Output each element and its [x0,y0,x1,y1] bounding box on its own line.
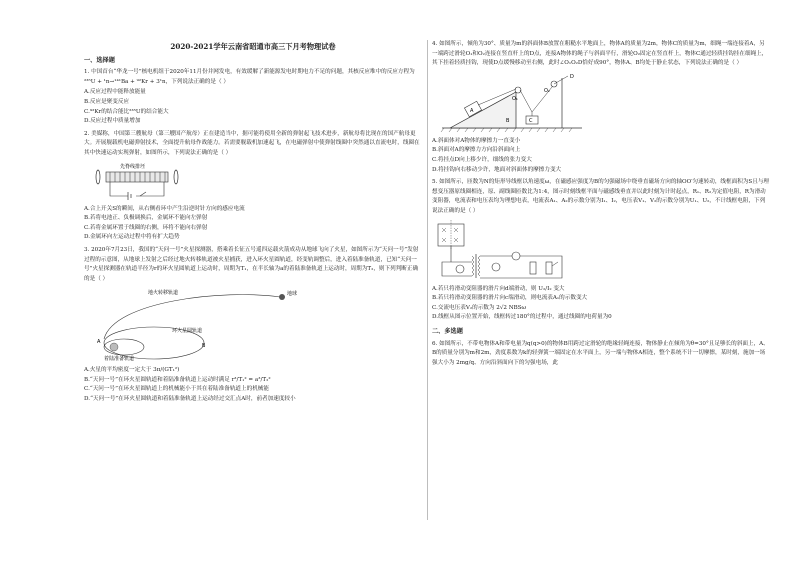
question-5-option-d: D.线框从图示位置开始，线框转过180°的过程中，通过线圈的电荷量为0 [432,314,612,321]
mars-marker [110,343,118,351]
question-2-option-d: D.金属环向左运动过程中将有扩大趋势 [84,234,180,241]
question-2-option-c: C.若将金属环置于线圈的右侧，环将不能向右弹射 [84,224,208,231]
question-3-option-c: C.“天问一号”在环火星圆轨道上的机械能小于其在着陆准备轨道上的机械能 [84,386,269,393]
question-5-option-c: C.交流电压表V₂的示数为 2√2 NBSω [432,304,527,311]
question-6-stem: 6. 如图所示，不带电物体A和带电量为q(q>0)的物体B用跨过定滑轮的绝缘轻绳连接，物体静止在倾角为θ=30°且足够长的斜面上，A、B的质量分别为m和2m，劲度系数为k的轻弹簧一端固定在水平面上，另一端与物体A相连，整个系统不计一切摩擦，某时刻，施加一场强大小为 2mg/q、方向沿斜面向下的匀强电场，此 [432,340,769,366]
question-1-stem: 1. 中国首台“华龙一号”核电机组于2020年11月份并网发电，有效缓解了新能源发电时期电力不足的问题，其核反应堆中的反应方程为²³⁵U + ¹n→¹⁴¹Ba + ⁹²Kr + 3¹n，下列说法正确的是（ ） [84,69,415,85]
question-4-option-d: D.将挂钩向右移动少许，地面对斜面体的摩擦力变大 [432,166,562,173]
earth-label: 地球 [287,291,298,298]
incline-diagram [432,72,592,134]
question-2-option-b: B.若将电池正、负极调换后，金属环不能向左弹射 [84,215,208,222]
transfer-orbit-label: 地火转移轨道 [148,290,179,297]
point-b-label: B [202,343,206,350]
incline-b-label: B [506,117,510,124]
question-3-option-d: D.“天问一号”在环火星圆轨道和着陆准备轨道上运动经过交汇点A时，前者加速度较小 [84,396,296,403]
point-d-label: D [570,73,574,80]
question-4-option-b: B.斜面对A的摩擦力方向沿斜面向上 [432,147,521,154]
column-divider [427,40,428,520]
section-heading-multi: 二、多选题 [432,327,463,335]
question-4-stem: 4. 如图所示，倾角为30°、质量为m的斜面体B放置在粗糙水平地面上，物体A的质量为2m，物体C的质量为m，细绳一端连接着A，另一端跨过滑轮O₁和O₂连接在竖直杆上的D点，连接A物体的绳子与斜面平行，滑轮O₂固定在竖直杆上，物体C通过轻质挂钩挂在细绳上，其下挂着轻质挂钩，现使D点缓慢移动至右侧，此时∠O₁O₂D恰好成90°，物体A、B均处于静止状态，下列说法正确的是（ ） [432,41,768,67]
landing-orbit-label: 着陆准备轨道 [104,356,135,363]
question-1-option-d: D.反应过程中质量增加 [84,118,141,125]
orbit-diagram [84,287,304,363]
question-2-option-a: A.合上开关S的瞬间，从右侧看环中产生沿逆时针方向的感应电流 [84,205,245,212]
transformer-figure [432,220,770,282]
question-4-option-c: C.将挂点D向上移少许，细线的张力变大 [432,156,532,163]
paper-title: 2020-2021学年云南省昭通市高三下月考物理试卷 [170,42,336,51]
mars-orbit-label: 环火星圆轨道 [172,328,203,335]
question-3-option-a: A.火星的平均密度一定大于 3π/(GT₁²) [84,367,180,374]
question-4-option-a: A.斜面体对A物体的摩擦力一直变小 [432,137,521,144]
solenoid-figure-label: 先脊线排坯 [120,163,146,170]
solenoid-figure [84,162,422,202]
question-2-stem: 2. 美媒称，中国第三艘航母（第三艘国产航母）正在建造当中，据可能将使用全新的弹射起飞技术进步，新航母将比现在的国产航母更大。开展舰载机电磁弹射技术，全面提升航母作战能力。若需要舰载机加速起飞，在电磁弹射中使弹射线圈中突然通以直流电时，线圈在其中快速运动实现弹射，如图所示，下列说法正确的是（ ） [84,130,420,156]
block-c-label: C [529,117,533,124]
point-a-label: A [97,339,101,346]
pulley-o1-label: O₁ [512,95,518,102]
question-3-stem: 3. 2020年7月23日，我国的“天问一号”火星探测器，搭乘着长征五号遥四运载火箭成功从地球飞向了火星，如图所示为“天问一号”发射过程的示意图，从地球上发射之后经过地火转移轨道被火星捕获，进入环火星圆轨道，经变轨调整后，进入着陆准备轨道，已知“天问一号”火星探测器在轨道半径为r的环火星圆轨道上运动时，周期为T₁，在半长轴为a的着陆准备轨道上运动时，周期为T₂，则下列判断正确的是（ ） [84,246,419,282]
block-a-label: A [470,107,474,114]
question-1-option-b: B.反应是聚变反应 [84,98,130,105]
transformer-diagram [432,220,582,282]
earth-marker [279,294,285,300]
orbit-figure [84,287,422,363]
question-5-option-a: A.若只将滑动变阻器的滑片向d端滑动，则 U₂/I₂ 变大 [432,285,565,292]
question-3-option-b: B.“天问一号”在环火星圆轨道和着陆准备轨道上运动时满足 r³/T₁² = a³/T₂² [84,376,271,383]
solenoid-diagram [84,162,204,202]
right-column [432,40,770,369]
incline-figure [432,72,770,134]
question-5-stem: 5. 如图所示，匝数为N的矩形导线框以角速度ω，在磁感应强度为B的匀强磁场中绕垂直磁场方向的轴OO′匀速转动，线框面积为S且与理想变压器原线圈相连，原、副线圈匝数比为1:4，图示时刻线框平面与磁感线垂直并以此时刻为计时起点，R₁、R₂为定值电阻，R为滑动变阻器，电流表和电压表均为理想电表，电流表A₁、A₂的示数分别为I₁、I₂，电压表V₁、V₂的示数分别为U₁、U₂，不计线框电阻，下列说法正确的是（ ） [432,179,770,214]
question-5-option-b: B.若只将滑动变阻器的滑片向c端滑动，则电流表A₁的示数变大 [432,295,588,302]
pulley-o2-label: O₂ [544,87,550,94]
left-column [84,40,422,405]
question-1-option-c: C.⁹²Kr的结合能比²³⁵U的结合能大 [84,108,169,115]
question-1-option-a: A.反应过程中能释放能量 [84,89,146,96]
section-heading-choice: 一、选择题 [84,56,115,64]
